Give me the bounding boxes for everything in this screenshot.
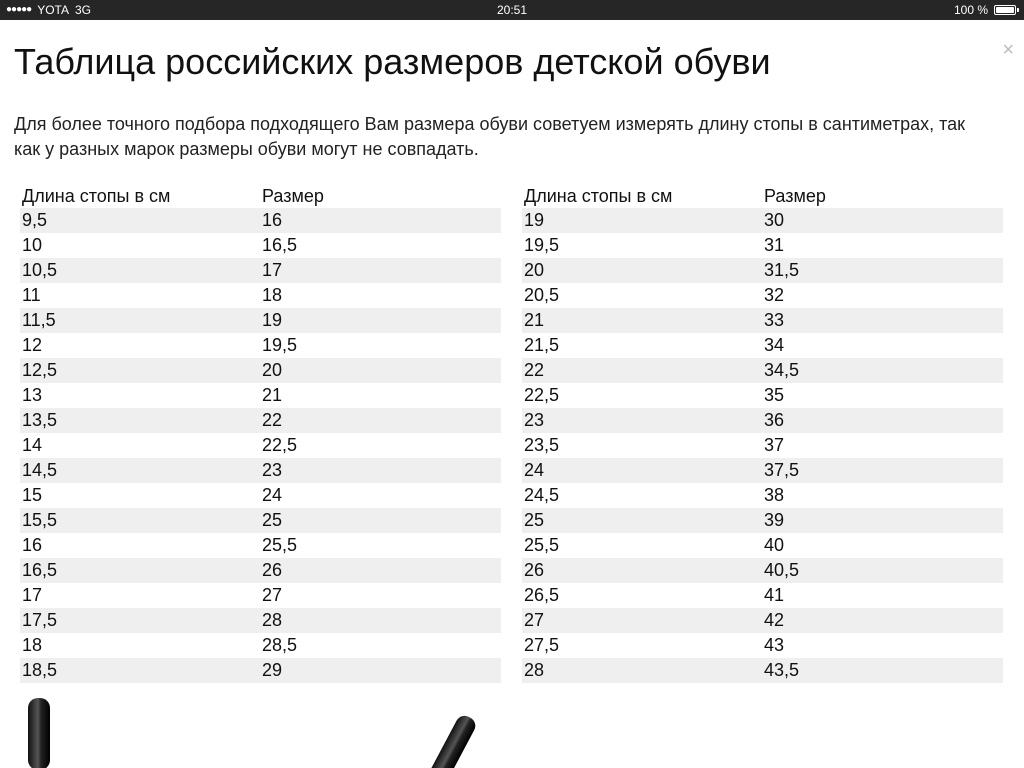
cell-foot-length: 17,5 [22, 610, 58, 630]
cell-shoe-size: 42 [764, 610, 785, 630]
table-row [522, 333, 1003, 358]
header-length: Длина стопы в см [524, 186, 673, 206]
cell-shoe-size: 39 [764, 510, 785, 530]
cell-foot-length: 11 [22, 285, 41, 305]
cell-shoe-size: 37,5 [764, 460, 800, 480]
cell-shoe-size: 16,5 [262, 235, 298, 255]
cell-shoe-size: 29 [262, 660, 283, 680]
cell-foot-length: 24,5 [524, 485, 560, 505]
close-icon[interactable]: × [1002, 39, 1014, 61]
table-row [522, 558, 1003, 583]
table-row [522, 233, 1003, 258]
cell-shoe-size: 19,5 [262, 335, 298, 355]
cell-foot-length: 27 [524, 610, 545, 630]
cell-shoe-size: 17 [262, 260, 283, 280]
cell-foot-length: 21,5 [524, 335, 560, 355]
cell-foot-length: 13 [22, 385, 43, 405]
cell-shoe-size: 31,5 [764, 260, 800, 280]
table-row [20, 283, 501, 308]
cell-shoe-size: 18 [262, 285, 283, 305]
table-row [20, 233, 501, 258]
header-length: Длина стопы в см [22, 186, 171, 206]
cell-shoe-size: 22,5 [262, 435, 298, 455]
table-row [522, 533, 1003, 558]
header-size: Размер [764, 186, 826, 206]
cell-shoe-size: 40,5 [764, 560, 800, 580]
cell-foot-length: 21 [524, 310, 545, 330]
table-row [20, 608, 501, 633]
cell-shoe-size: 34 [764, 335, 785, 355]
table-row [20, 258, 501, 283]
cell-foot-length: 20,5 [524, 285, 560, 305]
cell-foot-length: 12 [22, 335, 43, 355]
table-row [522, 633, 1003, 658]
table-row [522, 433, 1003, 458]
cell-shoe-size: 25,5 [262, 535, 298, 555]
cell-foot-length: 15 [22, 485, 43, 505]
cell-shoe-size: 23 [262, 460, 283, 480]
cell-shoe-size: 36 [764, 410, 785, 430]
cell-foot-length: 25,5 [524, 535, 560, 555]
table-row [522, 383, 1003, 408]
cell-foot-length: 23,5 [524, 435, 560, 455]
status-right [954, 0, 1016, 20]
cell-foot-length: 10 [22, 235, 43, 255]
cell-shoe-size: 24 [262, 485, 283, 505]
status-time: 20:51 [496, 3, 528, 17]
shoe-lace-image [0, 684, 1024, 768]
table-row [20, 308, 501, 333]
table-row [522, 258, 1003, 283]
cell-shoe-size: 32 [764, 285, 785, 305]
table-row [522, 608, 1003, 633]
cell-foot-length: 11,5 [22, 310, 56, 330]
table-row [522, 583, 1003, 608]
table-row [522, 658, 1003, 683]
cell-shoe-size: 41 [764, 585, 785, 605]
cell-shoe-size: 43 [764, 635, 785, 655]
table-row [522, 358, 1003, 383]
cell-shoe-size: 31 [764, 235, 785, 255]
table-row [20, 533, 501, 558]
cell-foot-length: 25 [524, 510, 545, 530]
cell-shoe-size: 21 [262, 385, 283, 405]
cell-shoe-size: 30 [764, 210, 785, 230]
table-row [522, 483, 1003, 508]
cell-foot-length: 18 [22, 635, 43, 655]
cell-foot-length: 14,5 [22, 460, 58, 480]
cell-shoe-size: 34,5 [764, 360, 800, 380]
table-row [20, 458, 501, 483]
cell-foot-length: 17 [22, 585, 43, 605]
intro-text: Для более точного подбора подходящего Вам размера обуви советуем измерять длину стопы в сантиметрах, так как у разных марок размеры обуви могут не совпадать. [14, 114, 966, 159]
status-bar [0, 0, 1024, 20]
table-row [20, 583, 501, 608]
table-row [522, 508, 1003, 533]
carrier-name: YOTA [37, 3, 69, 17]
cell-shoe-size: 26 [262, 560, 283, 580]
product-image [0, 684, 1024, 768]
table-header [522, 184, 1003, 208]
cell-foot-length: 16,5 [22, 560, 58, 580]
table-row [20, 208, 501, 233]
table-row [20, 408, 501, 433]
cell-shoe-size: 22 [262, 410, 283, 430]
page-title: Таблица российских размеров детской обуви [14, 41, 771, 82]
table-row [20, 433, 501, 458]
cell-foot-length: 13,5 [22, 410, 58, 430]
table-row [20, 483, 501, 508]
cell-foot-length: 10,5 [22, 260, 58, 280]
battery-icon [994, 5, 1016, 15]
table-row [522, 458, 1003, 483]
battery-fill [996, 7, 1014, 13]
cell-shoe-size: 37 [764, 435, 785, 455]
cell-foot-length: 28 [524, 660, 545, 680]
cell-shoe-size: 25 [262, 510, 283, 530]
cell-foot-length: 19 [524, 210, 545, 230]
cell-foot-length: 27,5 [524, 635, 560, 655]
cell-shoe-size: 38 [764, 485, 785, 505]
battery-percent: 100 % [953, 3, 988, 17]
cell-shoe-size: 27 [262, 585, 283, 605]
table-row [20, 358, 501, 383]
size-table-left [20, 184, 501, 683]
table-row [522, 408, 1003, 433]
cell-shoe-size: 20 [262, 360, 283, 380]
table-row [20, 558, 501, 583]
table-row [20, 633, 501, 658]
cell-shoe-size: 33 [764, 310, 785, 330]
cell-foot-length: 26,5 [524, 585, 560, 605]
table-row [522, 283, 1003, 308]
table-row [20, 383, 501, 408]
header-size: Размер [262, 186, 324, 206]
table-row [522, 308, 1003, 333]
cell-foot-length: 26 [524, 560, 545, 580]
cell-shoe-size: 19 [262, 310, 283, 330]
cell-foot-length: 14 [22, 435, 43, 455]
table-row [522, 208, 1003, 233]
signal-icon: ●●●●● [6, 4, 32, 15]
cell-foot-length: 15,5 [22, 510, 58, 530]
table-header [20, 184, 501, 208]
cell-foot-length: 16 [22, 535, 43, 555]
size-table-right [522, 184, 1003, 683]
network-type: 3G [74, 3, 91, 17]
cell-foot-length: 19,5 [524, 235, 560, 255]
cell-foot-length: 20 [524, 260, 545, 280]
table-row [20, 508, 501, 533]
cell-foot-length: 9,5 [22, 210, 48, 230]
cell-foot-length: 23 [524, 410, 545, 430]
cell-foot-length: 12,5 [22, 360, 58, 380]
cell-shoe-size: 28,5 [262, 635, 298, 655]
cell-foot-length: 24 [524, 460, 545, 480]
table-row [20, 658, 501, 683]
cell-foot-length: 22,5 [524, 385, 560, 405]
cell-foot-length: 22 [524, 360, 545, 380]
cell-shoe-size: 35 [764, 385, 785, 405]
cell-foot-length: 18,5 [22, 660, 58, 680]
cell-shoe-size: 43,5 [764, 660, 800, 680]
table-row [20, 333, 501, 358]
cell-shoe-size: 16 [262, 210, 283, 230]
cell-shoe-size: 40 [764, 535, 785, 555]
cell-shoe-size: 28 [262, 610, 283, 630]
